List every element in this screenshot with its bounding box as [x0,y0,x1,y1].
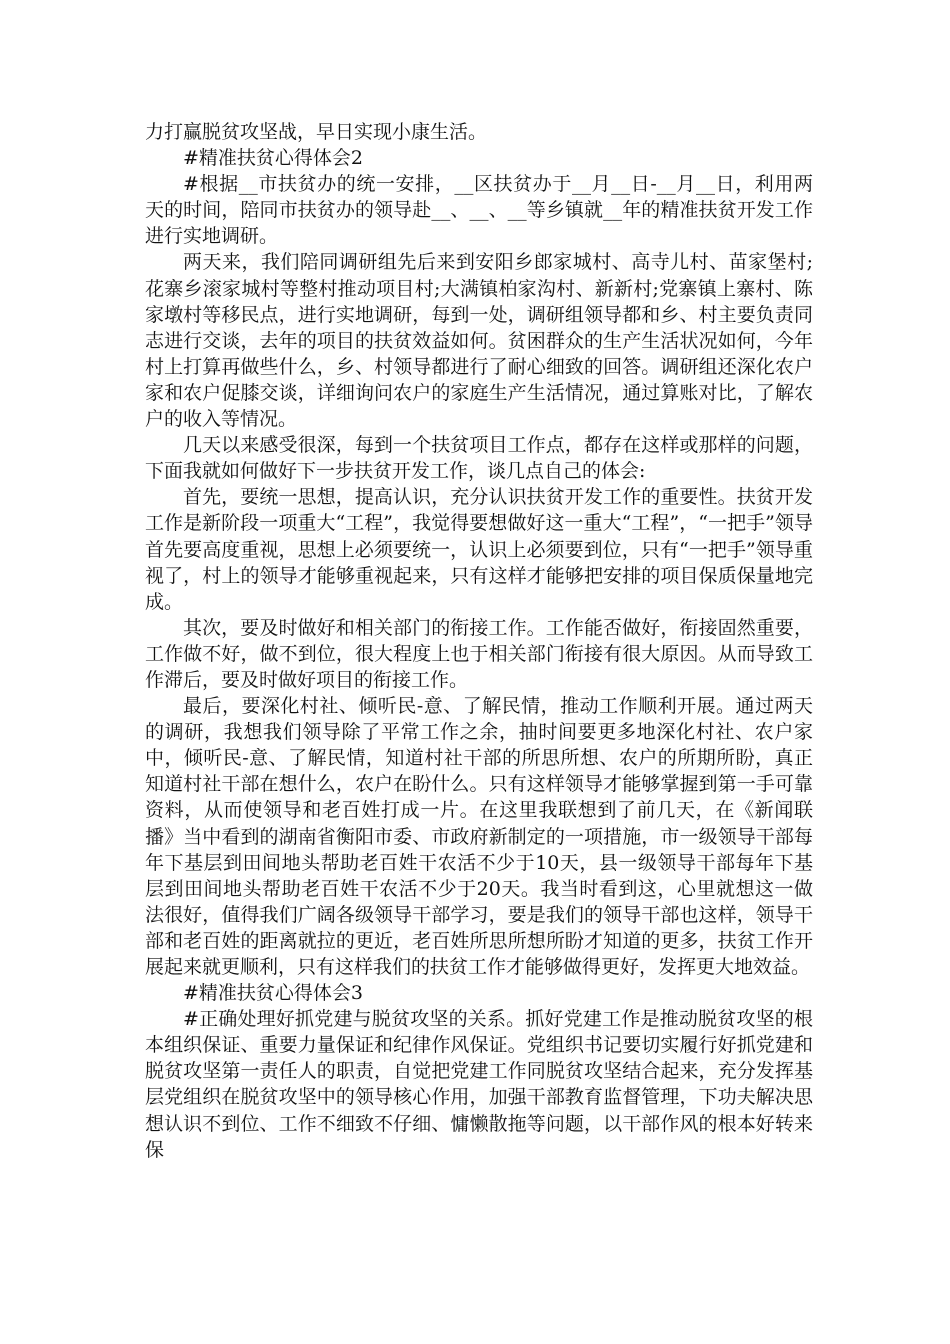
heading-experience-3: #精准扶贫心得体会3 [183,982,364,1005]
paragraph-5: 首先，要统一思想，提高认识，充分认识扶贫开发工作的重要性。扶贫开发工作是新阶段一项重大“工程”，我觉得要想做好这一重大“工程”，“一把手”领导首先要高度重视，思想上必须要统一，认识上必须要到位，只有“一把手”领导重视了，村上的领导才能够重视起来，只有这样才能够把安排的项目保质保量地完成。 [145,486,813,613]
paragraph-8: #正确处理好抓党建与脱贫攻坚的关系。抓好党建工作是推动脱贫攻坚的根本组织保证、重要力量保证和纪律作风保证。党组织书记要切实履行好抓党建和脱贫攻坚第一责任人的职责，自觉把党建工作同脱贫攻坚结合起来，充分发挥基层党组织在脱贫攻坚中的领导核心作用，加强干部教育监督管理，下功夫解决思想认识不到位、工作不细致不仔细、慵懒散拖等问题，以干部作风的根本好转来保 [145,1008,813,1161]
paragraph-4: 几天以来感受很深，每到一个扶贫项目工作点，都存在这样或那样的问题，下面我就如何做好下一步扶贫开发工作，谈几点自己的体会: [145,434,813,483]
paragraph-1: 力打赢脱贫攻坚战，早日实现小康生活。 [145,121,488,143]
document-body [145,119,813,1163]
paragraph-3: 两天来，我们陪同调研组先后来到安阳乡郎家城村、高寺儿村、苗家堡村;花寨乡滚家城村等整村推动项目村;大满镇柏家沟村、新新村;党寨镇上寨村、陈家墩村等移民点，进行实地调研，每到一处，调研组领导都和乡、村主要负责同志进行交谈，去年的项目的扶贫效益如何。贫困群众的生产生活状况如何，今年村上打算再做些什么，乡、村领导都进行了耐心细致的回答。调研组还深化农户家和农户促膝交谈，详细询问农户的家庭生产生活情况，通过算账对比，了解农户的收入等情况。 [145,251,813,431]
paragraph-2: #根据__市扶贫办的统一安排，__区扶贫办于__月__日-__月__日，利用两天的时间，陪同市扶贫办的领导赴__、__、__等乡镇就__年的精准扶贫开发工作进行实地调研。 [145,173,813,248]
heading-experience-2: #精准扶贫心得体会2 [183,147,364,170]
paragraph-6: 其次，要及时做好和相关部门的衔接工作。工作能否做好，衔接固然重要，工作做不好，做不到位，很大程度上也于相关部门衔接有很大原因。从而导致工作滞后，要及时做好项目的衔接工作。 [145,616,813,691]
paragraph-7: 最后，要深化村社、倾听民-意、了解民情，推动工作顺利开展。通过两天的调研，我想我们领导除了平常工作之余，抽时间要更多地深化村社、农户家中，倾听民-意、了解民情，知道村社干部的所思所想、农户的所期所盼，真正知道村社干部在想什么，农户在盼什么。只有这样领导才能够掌握到第一手可靠资料，从而使领导和老百姓打成一片。在这里我联想到了前几天，在《新闻联播》当中看到的湖南省衡阳市委、市政府新制定的一项措施，市一级领导干部每年下基层到田间地头帮助老百姓干农活不少于10天，县一级领导干部每年下基层到田间地头帮助老百姓干农活不少于20天。我当时看到这，心里就想这一做法很好，值得我们广阔各级领导干部学习，要是我们的领导干部也这样，领导干部和老百姓的距离就拉的更近，老百姓所思所想所盼才知道的更多，扶贫工作开展起来就更顺利，只有这样我们的扶贫工作才能够做得更好，发挥更大地效益。 [145,695,813,978]
